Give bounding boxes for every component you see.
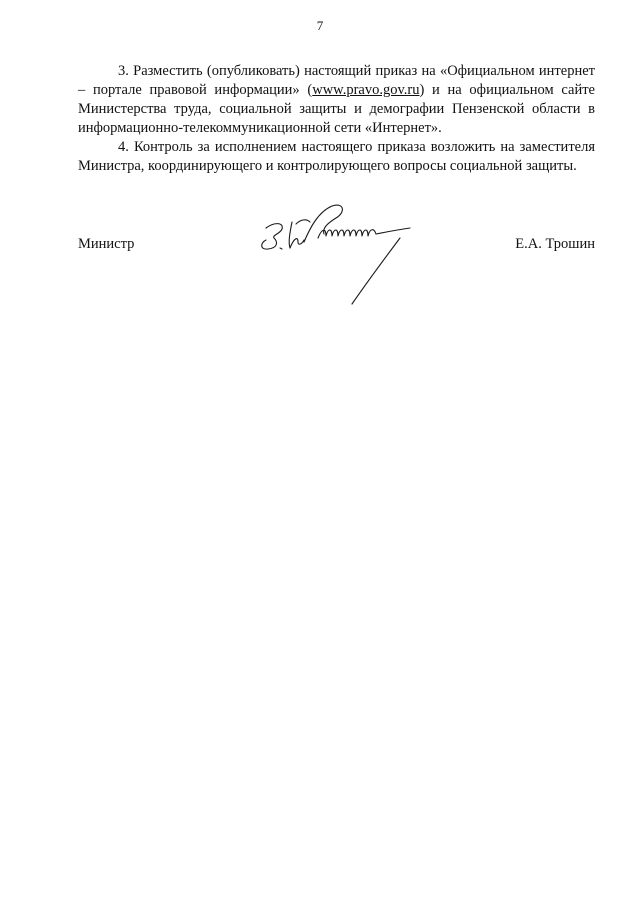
signer-name: Е.А. Трошин	[515, 236, 595, 252]
paragraph-3-text-end: ) и на официальном сайте Министерства труда, социальной защиты и демографии Пензенской области в информационно-телекоммуникационной сети «Интернет».	[78, 82, 595, 136]
paragraph-3-text-start: 3. Разместить (опубликовать) настоящий приказ на «Официальном интернет – портале правовой информации» (	[78, 63, 595, 98]
document-body	[78, 62, 595, 176]
handwritten-signature	[252, 198, 422, 310]
page-number: 7	[316, 18, 324, 33]
paragraph-4: 4. Контроль за исполнением настоящего приказа возложить на заместителя Министра, координирующего и контролирующего вопросы социальной защиты.	[78, 139, 595, 174]
signer-title: Министр	[78, 236, 135, 252]
pravo-gov-link[interactable]: www.pravo.gov.ru	[312, 82, 420, 98]
paragraph-3	[78, 62, 595, 138]
